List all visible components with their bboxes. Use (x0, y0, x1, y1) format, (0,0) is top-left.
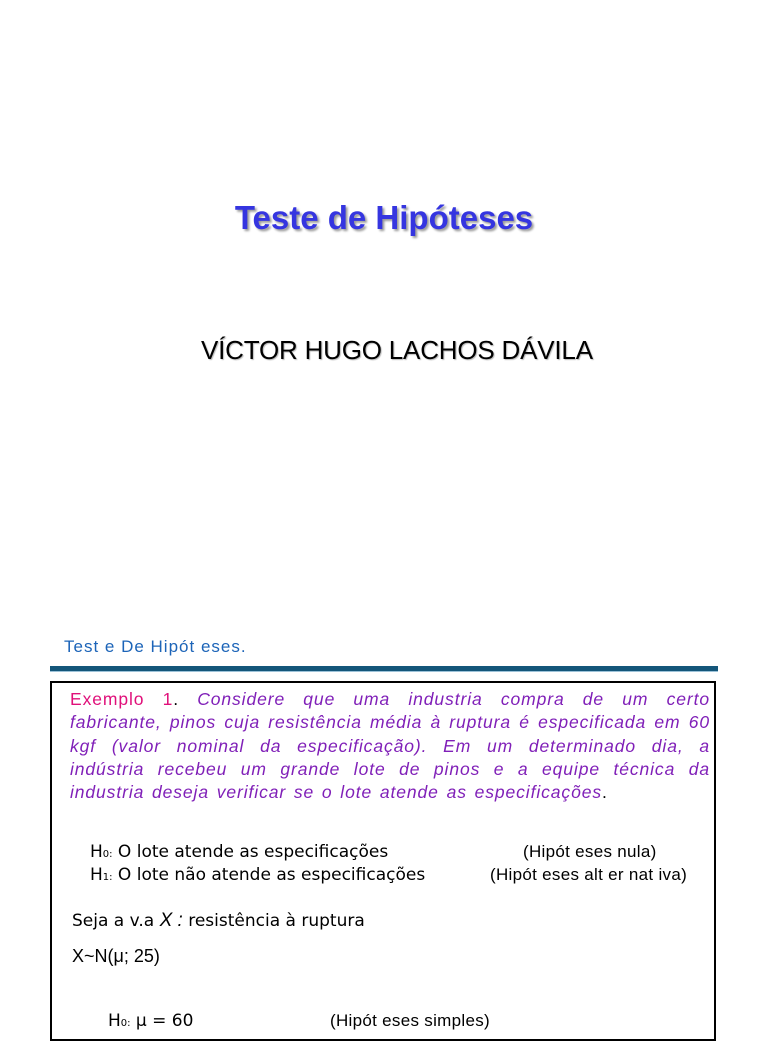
author-name: VÍCTOR HUGO LACHOS DÁVILA (201, 335, 593, 365)
random-variable-definition (72, 910, 365, 932)
example-text: Considere que uma industria compra de um certo fabricante, pinos cuja resistência média à ruptura é especificada em 60 kgf (valor nominal da especificação). Em um determinado dia, a indústria recebeu um grande lote de pinos e a equipe técnica da industria deseja verificar se o lote atende as especificações (70, 689, 711, 803)
example-end: . (602, 782, 608, 803)
hypothesis-symbol: H (90, 865, 103, 885)
null-hypothesis (90, 842, 388, 862)
variable-symbol: X : (159, 910, 183, 931)
hypothesis-subscript: 1: (102, 872, 113, 883)
hypothesis-text: μ = 60 (130, 1011, 194, 1031)
null-hypothesis-note: (Hipót eses nula) (523, 842, 657, 861)
hypothesis-symbol: H (108, 1011, 121, 1031)
hypothesis-symbol: H (90, 842, 103, 862)
hypothesis-text: O lote não atende as especificações (112, 865, 426, 885)
variable-text: resistência à ruptura (182, 911, 365, 931)
alternative-hypothesis-note: (Hipót eses alt er nat iva) (490, 865, 688, 884)
alternative-hypothesis (90, 865, 425, 885)
simple-hypothesis-note: (Hipót eses simples) (330, 1011, 490, 1030)
example-label: Exemplo 1 (70, 689, 174, 709)
document-title: Teste de Hipóteses (234, 199, 534, 236)
section-header: Test e De Hipót eses. (64, 637, 247, 656)
hypothesis-text: O lote atende as especificações (112, 842, 389, 862)
hypothesis-subscript: 0: (102, 849, 113, 860)
variable-prefix: Seja a v.a (72, 911, 160, 931)
example-paragraph: Exemplo 1. Considere que uma industria compra de um certo fabricante, pinos cuja resistência média à ruptura é especificada em 60 kgf (valor nominal da especificação). Em um determinado dia, a indústria recebeu um grande lote de pinos e a equipe técnica da industria deseja verificar se o lote atende as especificações. (70, 689, 711, 803)
hypothesis-subscript: 0: (120, 1018, 131, 1029)
section-divider-highlight (50, 671, 718, 672)
distribution-statement: X~N(μ; 25) (72, 946, 160, 966)
simple-hypothesis (108, 1011, 193, 1031)
